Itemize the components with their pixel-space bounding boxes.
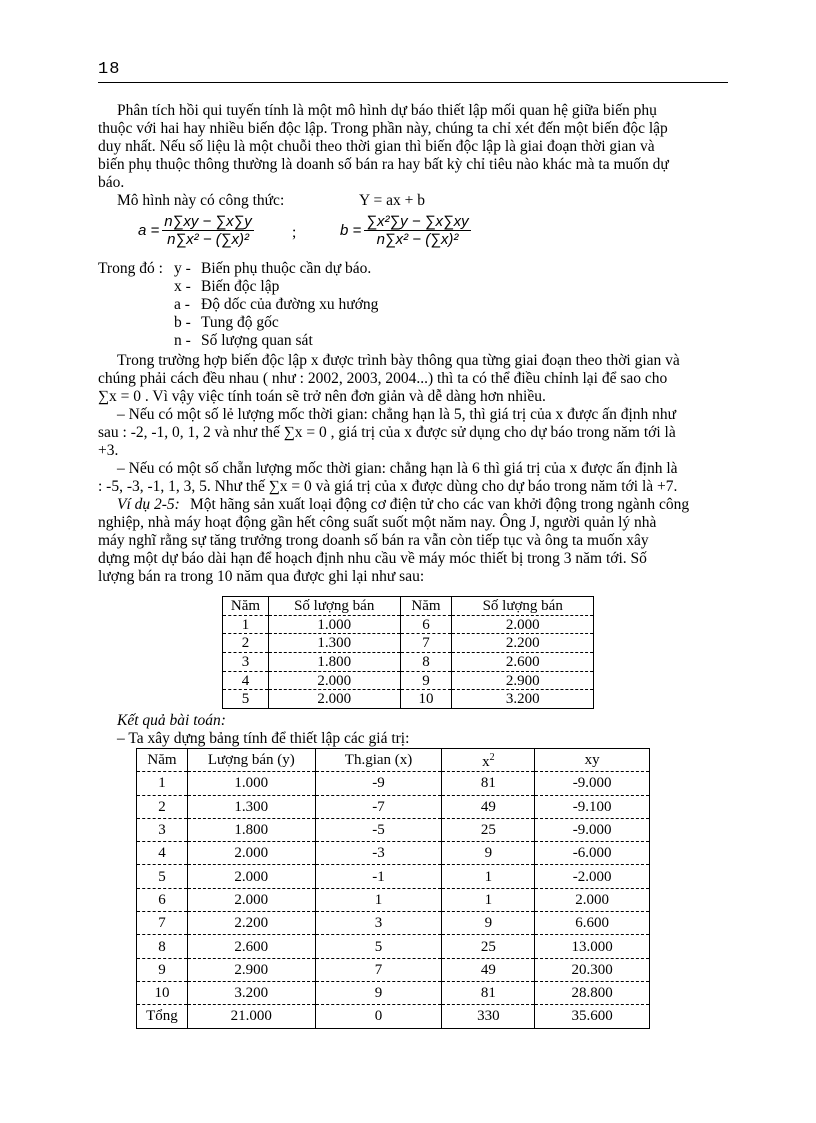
table-cell [535,749,650,772]
cell-text: 2.600 [234,938,269,955]
cell-text: -9.100 [572,798,612,815]
table-cell [452,615,594,634]
table-cell [223,671,269,690]
table-cell [535,912,650,935]
table-cell [442,772,535,795]
table-cell [137,842,188,865]
table-row [137,842,650,865]
table-cell [535,842,650,865]
paragraph-line: – Nếu có một số chẵn lượng mốc thời gian: chẳng hạn là 6 thì giá trị của x được ấn định là [117,460,678,477]
cell-text: 9 [484,845,493,862]
table-cell [400,634,452,653]
table-cell [315,888,442,911]
cell-text: 1 [158,775,166,792]
table-cell [223,634,269,653]
table-cell [315,818,442,841]
cell-text: 3 [241,653,250,670]
table-cell [187,795,315,818]
cell-text: 81 [480,985,496,1002]
cell-text: x [482,754,490,771]
cell-text: 4 [158,845,166,862]
cell-text: 7 [158,915,166,932]
table-cell [187,772,315,795]
table-cell [452,597,594,616]
table-row [137,912,650,935]
formula-separator: ; [292,224,297,241]
example-line: lượng bán ra trong 10 năm qua được ghi lại như sau: [98,568,425,585]
cell-text: 2.000 [234,868,269,885]
cell-text: -9.000 [572,822,612,839]
intro-line: thuộc với hai hay nhiều biến độc lập. Trong phần này, chúng ta chỉ xét đến một biến độc lập [98,120,668,137]
table-cell [315,795,442,818]
table-row [137,772,650,795]
cell-text: 20.300 [571,961,613,978]
table-cell [442,958,535,981]
model-equation: Y = ax + b [359,192,425,209]
table-cell [442,912,535,935]
definition-text: Độ dốc của đường xu hướng [201,296,379,313]
table-row [223,634,594,653]
table-cell [187,958,315,981]
cell-text: 1.000 [317,616,352,633]
cell-text: 1.000 [234,775,269,792]
cell-text: 3 [374,915,383,932]
table-cell [268,615,400,634]
cell-text: 9 [422,672,430,689]
cell-text: 3 [158,822,166,839]
cell-text: 2.000 [234,845,269,862]
cell-text: 1 [241,616,250,633]
cell-text: Năm [230,597,261,614]
table-cell [442,1005,535,1028]
table-cell [137,958,188,981]
cell-text: 9 [484,915,493,932]
table-cell [315,772,442,795]
paragraph-line: – Nếu có một số lẻ lượng mốc thời gian: chẳng hạn là 5, thì giá trị của x được ấn định như [117,406,677,423]
cell-text: 49 [480,798,496,815]
table-cell [315,749,442,772]
cell-text: 7 [374,961,383,978]
definition-text: Biến độc lập [201,278,280,295]
table-cell [535,935,650,958]
table-cell [535,958,650,981]
table-cell [452,671,594,690]
cell-text: 10 [154,985,170,1002]
table-row [137,958,650,981]
cell-text: 2.900 [234,961,269,978]
cell-text: 2.200 [234,915,269,932]
cell-text: 1.300 [317,635,352,652]
cell-text: 0 [374,1008,383,1025]
table-cell [400,690,452,709]
cell-text: 21.000 [230,1008,272,1025]
cell-text: 25 [480,822,496,839]
table-cell [187,865,315,888]
cell-text: 8 [158,938,166,955]
table-cell [137,865,188,888]
cell-text: -3 [372,845,385,862]
table-cell [452,690,594,709]
cell-text: 5 [241,691,250,708]
model-label: Mô hình này có công thức: [117,192,285,209]
cell-text: 81 [480,775,496,792]
table-cell [187,888,315,911]
table-cell [187,749,315,772]
build-text: – Ta xây dựng bảng tính để thiết lập các giá trị: [117,730,410,747]
table-cell [315,912,442,935]
table-cell [223,690,269,709]
paragraph-line: Trong trường hợp biến độc lập x được trình bày thông qua từng giai đoạn theo thời gian và [117,352,680,369]
cell-text: -9.000 [572,775,612,792]
cell-text: -7 [372,798,385,815]
table-cell [268,634,400,653]
calculation-table [136,748,650,1029]
definition-symbol: n - [174,332,191,349]
intro-line: duy nhất. Nếu số liệu là một chuỗi theo thời gian thì biến độc lập là giai đoạn thời gian và [98,138,655,155]
example-label: Ví dụ 2-5: [117,496,180,513]
cell-text: 1 [374,891,383,908]
table-cell [535,865,650,888]
table-cell [315,1005,442,1028]
cell-text: 2.200 [505,635,540,652]
cell-text: Tổng [146,1008,178,1025]
table-row [223,690,594,709]
table-cell [442,865,535,888]
cell-text: xy [584,752,600,769]
table-cell [223,597,269,616]
table-row [137,888,650,911]
formula-b: b = $\frac{\text{∑x²∑y − ∑x∑xy}}{\text{n∑x² − (∑x)²}}$ [340,213,469,248]
table-cell [315,865,442,888]
intro-line: biến phụ thuộc thông thường là doanh số bán ra hay bất kỳ chỉ tiêu nào khác mà ta muốn dự [98,156,669,173]
cell-text: Năm [147,752,177,769]
cell-text: 2 [158,798,166,815]
table-cell [315,842,442,865]
table-row [223,615,594,634]
cell-text: 1.300 [234,798,269,815]
table-cell [187,818,315,841]
table-header-row [223,597,594,616]
table-cell [452,653,594,672]
table-cell [137,935,188,958]
table-cell [442,749,535,772]
table-cell [315,958,442,981]
definition-symbol: b - [174,314,191,331]
paragraph-line: ∑x = 0 . Vì vậy việc tính toán sẽ trở nên đơn giản và dễ dàng hơn nhiều. [98,388,546,405]
table-cell [535,1005,650,1028]
table-row [137,865,650,888]
cell-text: Năm [411,597,441,614]
table-cell [268,690,400,709]
table-cell [315,981,442,1004]
example-line: nghiệp, nhà máy hoạt động gần hết công suất suốt một năm nay. Ông J, người quản lý nhà [98,514,657,531]
cell-text: 2.900 [505,672,540,689]
cell-text: 330 [477,1008,500,1025]
table-cell [442,981,535,1004]
cell-text: -6.000 [572,845,612,862]
cell-text: 3.200 [505,691,540,708]
formula-a: a = $\frac{n\sum xy - \sum x\sum y}{\text{n∑x² − (∑x)²}}$ [138,213,252,248]
cell-text: 1 [484,868,493,885]
table-cell [137,772,188,795]
paragraph-line: sau : -2, -1, 0, 1, 2 và như thế ∑x = 0 , giá trị của x được sử dụng cho dự báo trong năm tới là [98,424,676,441]
result-label: Kết quả bài toán: [117,712,226,729]
table-cell [535,818,650,841]
cell-text: 1.800 [317,653,352,670]
table-cell [268,597,400,616]
cell-text: 6 [158,891,166,908]
table-cell [315,935,442,958]
table-row [137,1005,650,1028]
page-number: 18 [98,60,121,79]
table-header-row [137,749,650,772]
table-cell [400,653,452,672]
table-cell [268,671,400,690]
definition-text: Tung độ gốc [201,314,279,331]
table-cell [187,842,315,865]
cell-text: 6 [422,616,430,633]
table-cell [535,772,650,795]
cell-text: 10 [418,691,434,708]
table-row [137,935,650,958]
cell-text: 2.000 [317,691,352,708]
definition-text: Biến phụ thuộc cần dự báo. [201,260,372,277]
cell-text: -5 [372,822,385,839]
cell-text: 9 [158,961,166,978]
table-cell [400,671,452,690]
cell-text: 49 [480,961,496,978]
cell-text: 6.600 [575,915,609,932]
cell-text: -2.000 [572,868,612,885]
table-cell [268,653,400,672]
superscript: 2 [489,752,495,764]
sales-table [222,596,594,709]
table-cell [223,653,269,672]
cell-text: 2.000 [575,891,609,908]
cell-text: 25 [480,938,496,955]
where-label: Trong đó : [98,260,163,277]
table-cell [452,634,594,653]
paragraph-line: : -5, -3, -1, 1, 3, 5. Như thế ∑x = 0 và giá trị của x được dùng cho dự báo trong năm tới là +7. [98,478,678,495]
cell-text: 1 [484,891,493,908]
table-cell [137,888,188,911]
cell-text: 4 [241,672,250,689]
example-line: dựng một dự báo dài hạn để hoạch định nhu cầu về máy móc thiết bị trong 3 năm tới. Số [98,550,647,567]
table-cell [442,935,535,958]
paragraph-line: chúng phải cách đều nhau ( như : 2002, 2003, 2004...) thì ta có thể điều chỉnh lại để sao cho [98,370,668,387]
table-cell [442,888,535,911]
intro-line: Phân tích hồi qui tuyến tính là một mô hình dự báo thiết lập mối quan hệ giữa biến phụ [117,102,657,119]
table-cell [442,795,535,818]
table-cell [535,981,650,1004]
cell-text: 5 [374,938,383,955]
cell-text: 3.200 [234,985,269,1002]
cell-text: 2.600 [505,653,540,670]
cell-text: 9 [374,985,383,1002]
cell-text: -1 [372,868,385,885]
table-cell [223,615,269,634]
cell-text: 2.000 [234,891,269,908]
table-cell [187,1005,315,1028]
table-cell [535,888,650,911]
table-cell [442,818,535,841]
table-row [137,818,650,841]
cell-text: Th.gian (x) [344,752,413,769]
cell-text: 2 [241,635,250,652]
paragraph-line: +3. [98,442,119,459]
table-row [223,671,594,690]
cell-text: 35.600 [571,1008,613,1025]
table-row [137,795,650,818]
cell-text: Số lượng bán [294,597,375,614]
table-cell [137,818,188,841]
example-line: máy nghĩ rằng sự tăng trưởng trong doanh số bán ra vẫn còn tiếp tục và ông ta muốn xây [98,532,649,549]
cell-text: 8 [422,653,430,670]
table-cell [137,795,188,818]
table-cell [137,981,188,1004]
table-cell [187,912,315,935]
table-row [137,981,650,1004]
table-cell [137,749,188,772]
cell-text: 1.800 [234,822,269,839]
cell-text: 28.800 [571,985,613,1002]
table-row [223,653,594,672]
cell-text: 7 [422,635,430,652]
cell-text: -9 [372,775,385,792]
table-cell [187,935,315,958]
cell-text: 2.000 [317,672,352,689]
cell-text: 2.000 [505,616,540,633]
table-cell [535,795,650,818]
example-line: Một hãng sản xuất loại động cơ điện tử cho các van khởi động trong ngành công [190,496,690,513]
cell-text: Lượng bán (y) [207,752,295,769]
definition-symbol: a - [174,296,190,313]
definition-symbol: y - [174,260,191,277]
cell-text: 5 [158,868,166,885]
definition-symbol: x - [174,278,191,295]
intro-line: báo. [98,174,125,191]
definition-text: Số lượng quan sát [201,332,313,349]
header-rule [98,82,728,83]
table-cell [137,1005,188,1028]
table-cell [187,981,315,1004]
cell-text: Số lượng bán [482,597,563,614]
cell-text: 13.000 [571,938,613,955]
table-cell [400,615,452,634]
table-cell [400,597,452,616]
table-cell [442,842,535,865]
table-cell [137,912,188,935]
